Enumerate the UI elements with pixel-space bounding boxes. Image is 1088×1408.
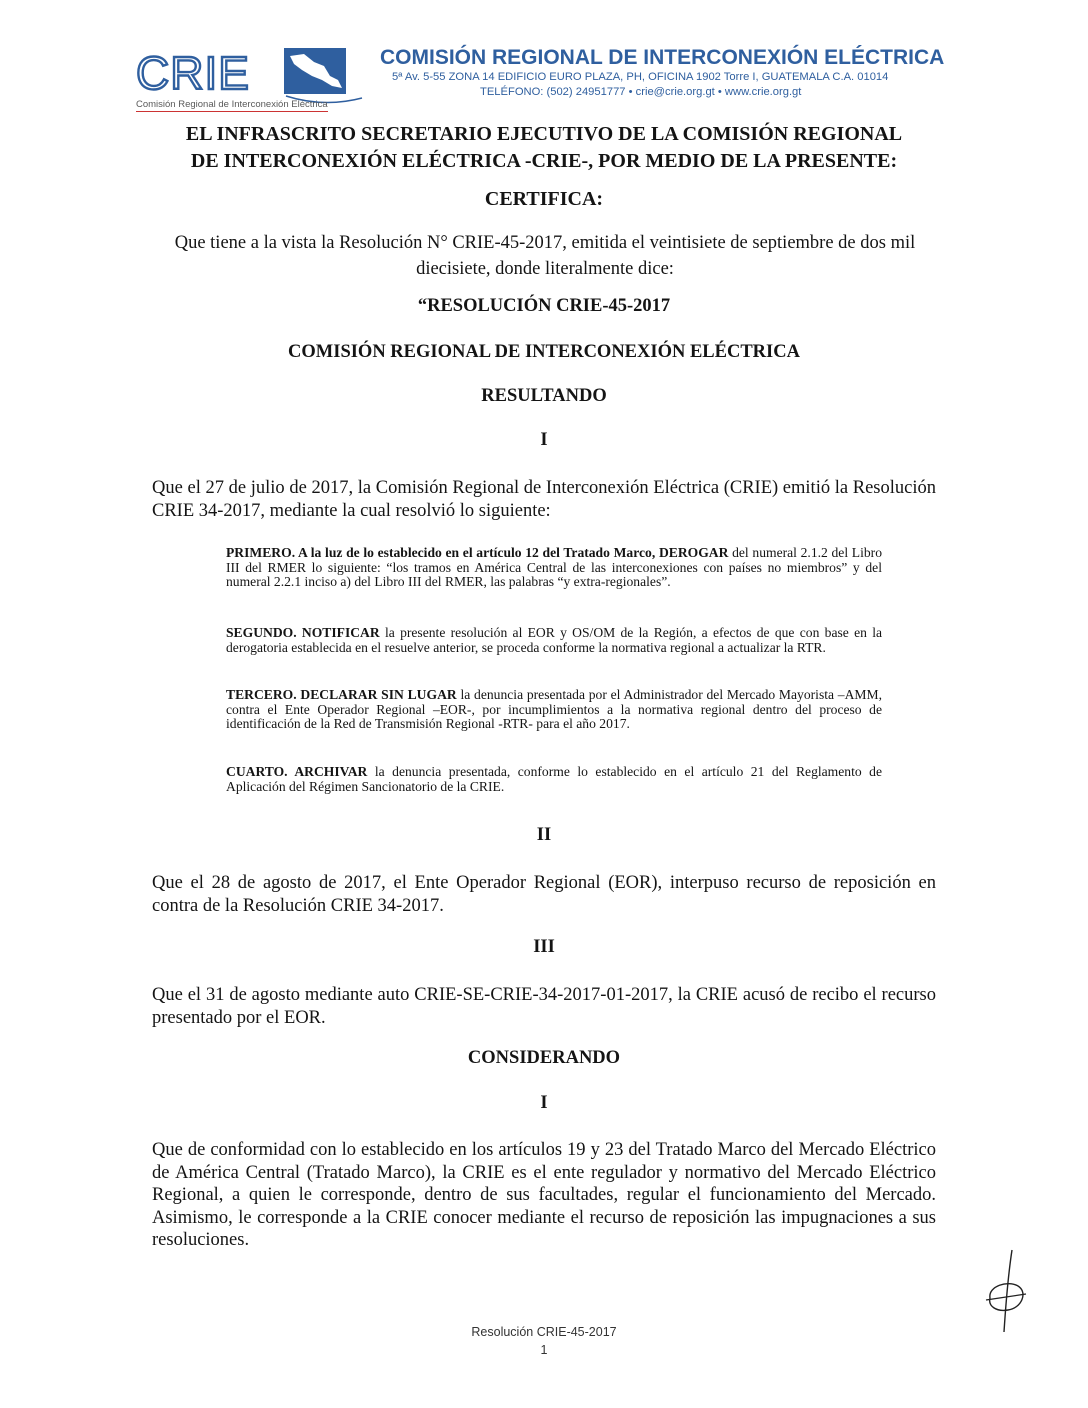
item-lead: PRIMERO. A la luz de lo establecido en el artículo 12 del Tratado Marco, — [226, 545, 659, 560]
commission-title: COMISIÓN REGIONAL DE INTERCONEXIÓN ELÉCTRICA — [288, 342, 800, 362]
item-text: la presente resolución al EOR y OS/OM de la Región, a efectos de que con base en la derogatoria establecida en el resuelve anterior, se proceda conforme la normativa regional a actualizar la RTR. — [226, 625, 883, 655]
item-text: del numeral 2.1.2 del Libro III del RMER lo siguiente: “los tramos en América Central de las interconexiones con países no miembros” y del numeral 2.2.1 inciso a) del Libro III del RMER, las palabras “y extra-regionales”. — [226, 545, 882, 590]
resolution-item-tercero — [226, 688, 882, 732]
footer-page-number: 1 — [540, 1343, 548, 1357]
considerando-heading: CONSIDERANDO — [467, 1048, 621, 1068]
item-text: la denuncia presentada por el Administrador del Mercado Mayorista –AMM, contra el Ente Operador Regional –EOR-, por incumplimientos a la normativa regional dentro del proceso de identificación de la Red de Transmisión Regional -RTR- para el año 2017. — [226, 687, 882, 732]
header-line-2: DE INTERCONEXIÓN ELÉCTRICA -CRIE-, POR MEDIO DE LA PRESENTE: — [190, 150, 898, 172]
certifica-heading: CERTIFICA: — [484, 188, 604, 210]
logo-wordmark: CRIE — [136, 47, 250, 99]
resultando-ii-text: Que el 28 de agosto de 2017, el Ente Operador Regional (EOR), interpuso recurso de reposición en contra de la Resolución CRIE 34-2017. — [152, 873, 936, 916]
header-line-1: EL INFRASCRITO SECRETARIO EJECUTIVO DE LA COMISIÓN REGIONAL — [185, 123, 903, 145]
organization-contact: TELÉFONO: (502) 24951777 • crie@crie.org.gt • www.crie.org.gt — [480, 86, 802, 98]
resolution-title: “RESOLUCIÓN CRIE-45-2017 — [417, 296, 671, 316]
footer-document-reference: Resolución CRIE-45-2017 — [471, 1325, 617, 1339]
organization-address: 5ª Av. 5-55 ZONA 14 EDIFICIO EURO PLAZA, PH, OFICINA 1902 Torre I, GUATEMALA C.A. 01014 — [392, 71, 889, 83]
considerando-i-text: Que de conformidad con lo establecido en los artículos 19 y 23 del Tratado Marco del Mercado Eléctrico de América Central (Tratado Marco), la CRIE es el ente regulador y normativo del Mercado Eléctrico Regional, a quien le corresponde, dentro de sus facultades, regular el funcionamiento del Mercado. Asimismo, le corresponde a la CRIE conocer mediante el recurso de reposición las impugnaciones a sus resoluciones. — [152, 1140, 936, 1250]
resolution-item-cuarto — [226, 765, 882, 794]
item-lead: TERCERO. DECLARAR SIN LUGAR — [226, 687, 457, 702]
resultando-iii-text: Que el 31 de agosto mediante auto CRIE-SE-CRIE-34-2017-01-2017, la CRIE acusó de recibo el recurso presentado por el EOR. — [152, 985, 936, 1028]
handwritten-initial — [978, 1246, 1038, 1336]
resultando-numeral-ii: II — [536, 825, 552, 845]
considerando-numeral-i: I — [540, 1093, 548, 1113]
resolution-item-primero — [226, 546, 882, 590]
item-lead: CUARTO. ARCHIVAR — [226, 764, 368, 779]
item-text: la denuncia presentada, conforme lo establecido en el artículo 21 del Reglamento de Aplicación del Régimen Sancionatorio de la CRIE. — [226, 764, 882, 794]
resultando-i-text: Que el 27 de julio de 2017, la Comisión Regional de Interconexión Eléctrica (CRIE) emitió la Resolución CRIE 34-2017, mediante la cual resolvió lo siguiente: — [152, 478, 936, 521]
item-lead: SEGUNDO. NOTIFICAR — [226, 625, 385, 640]
resolution-item-segundo — [226, 626, 882, 655]
intro-paragraph: Que tiene a la vista la Resolución N° CRIE-45-2017, emitida el veintisiete de septiembre de dos mil diecisiete, donde literalmente dice: — [174, 233, 916, 279]
item-action: DEROGAR — [658, 545, 729, 560]
resultando-numeral-iii: III — [533, 937, 555, 957]
resultando-numeral-i: I — [540, 430, 548, 450]
organization-name: COMISIÓN REGIONAL DE INTERCONEXIÓN ELÉCTRICA — [380, 46, 945, 69]
resultando-heading: RESULTANDO — [481, 386, 607, 406]
logo-subtitle: Comisión Regional de Interconexión Eléctrica — [136, 99, 328, 110]
